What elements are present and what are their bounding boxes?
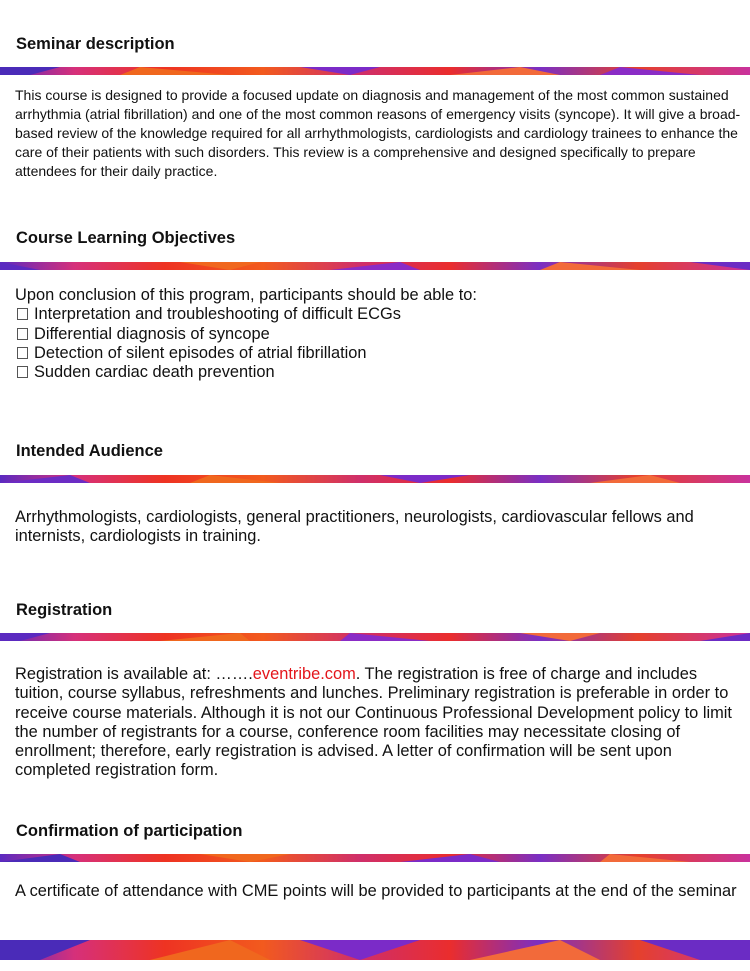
decorative-divider-band <box>0 262 750 270</box>
objective-label: Sudden cardiac death prevention <box>34 363 275 382</box>
registration-text <box>15 665 745 781</box>
section-heading-seminar-description: Seminar description <box>16 35 175 53</box>
objective-label: Detection of silent episodes of atrial fibrillation <box>34 343 367 362</box>
decorative-divider-band <box>0 475 750 483</box>
objectives-intro: Upon conclusion of this program, participants should be able to: <box>15 286 477 304</box>
section-heading-confirmation: Confirmation of participation <box>16 822 243 840</box>
decorative-divider-band <box>0 67 750 75</box>
checkbox-glyph-icon <box>17 366 28 378</box>
checkbox-glyph-icon <box>17 347 28 359</box>
decorative-divider-band <box>0 854 750 862</box>
section-heading-intended-audience: Intended Audience <box>16 442 163 460</box>
list-item <box>15 344 745 363</box>
objectives-block <box>15 286 745 382</box>
list-item <box>15 325 745 344</box>
confirmation-text: A certificate of attendance with CME points will be provided to participants at the end of the seminar <box>15 882 737 900</box>
registration-suffix: . The registration is free of charge and includes tuition, course syllabus, refreshments and lunches. Preliminary registration is preferable in order to receive course materials. Although it is not our Continuous Professional Development policy to limit the number of registrants for a course, conference room facilities may necessitate closing of enrollment; therefore, early registration is advised. A letter of confirmation will be sent upon completed registration form. <box>15 665 732 780</box>
section-heading-registration: Registration <box>16 601 113 619</box>
checkbox-glyph-icon <box>17 328 28 340</box>
section-heading-learning-objectives: Course Learning Objectives <box>16 229 236 247</box>
list-item <box>15 305 745 324</box>
footer-decorative-band <box>0 940 750 960</box>
list-item <box>15 363 745 382</box>
registration-prefix: Registration is available at: ……. <box>15 665 253 683</box>
objective-label: Interpretation and troubleshooting of difficult ECGs <box>34 305 401 324</box>
seminar-description-text: This course is designed to provide a focused update on diagnosis and management of the most common sustained arrhythmia (atrial fibrillation) and one of the most common reasons of emergency visits (syncope). It will give a broad-based review of the knowledge required for all arrhythmologists, cardiologists and cardiology trainees to enhance the care of their patients with such disorders. This review is a comprehensive and designed specifically to prepare attendees for their daily practice. <box>15 87 741 179</box>
objective-label: Differential diagnosis of syncope <box>34 324 270 343</box>
intended-audience-text: Arrhythmologists, cardiologists, general practitioners, neurologists, cardiovascular fellows and internists, cardiologists in training. <box>15 508 694 546</box>
decorative-divider-band <box>0 633 750 641</box>
checkbox-glyph-icon <box>17 308 28 320</box>
registration-link[interactable]: eventribe.com <box>252 665 356 683</box>
